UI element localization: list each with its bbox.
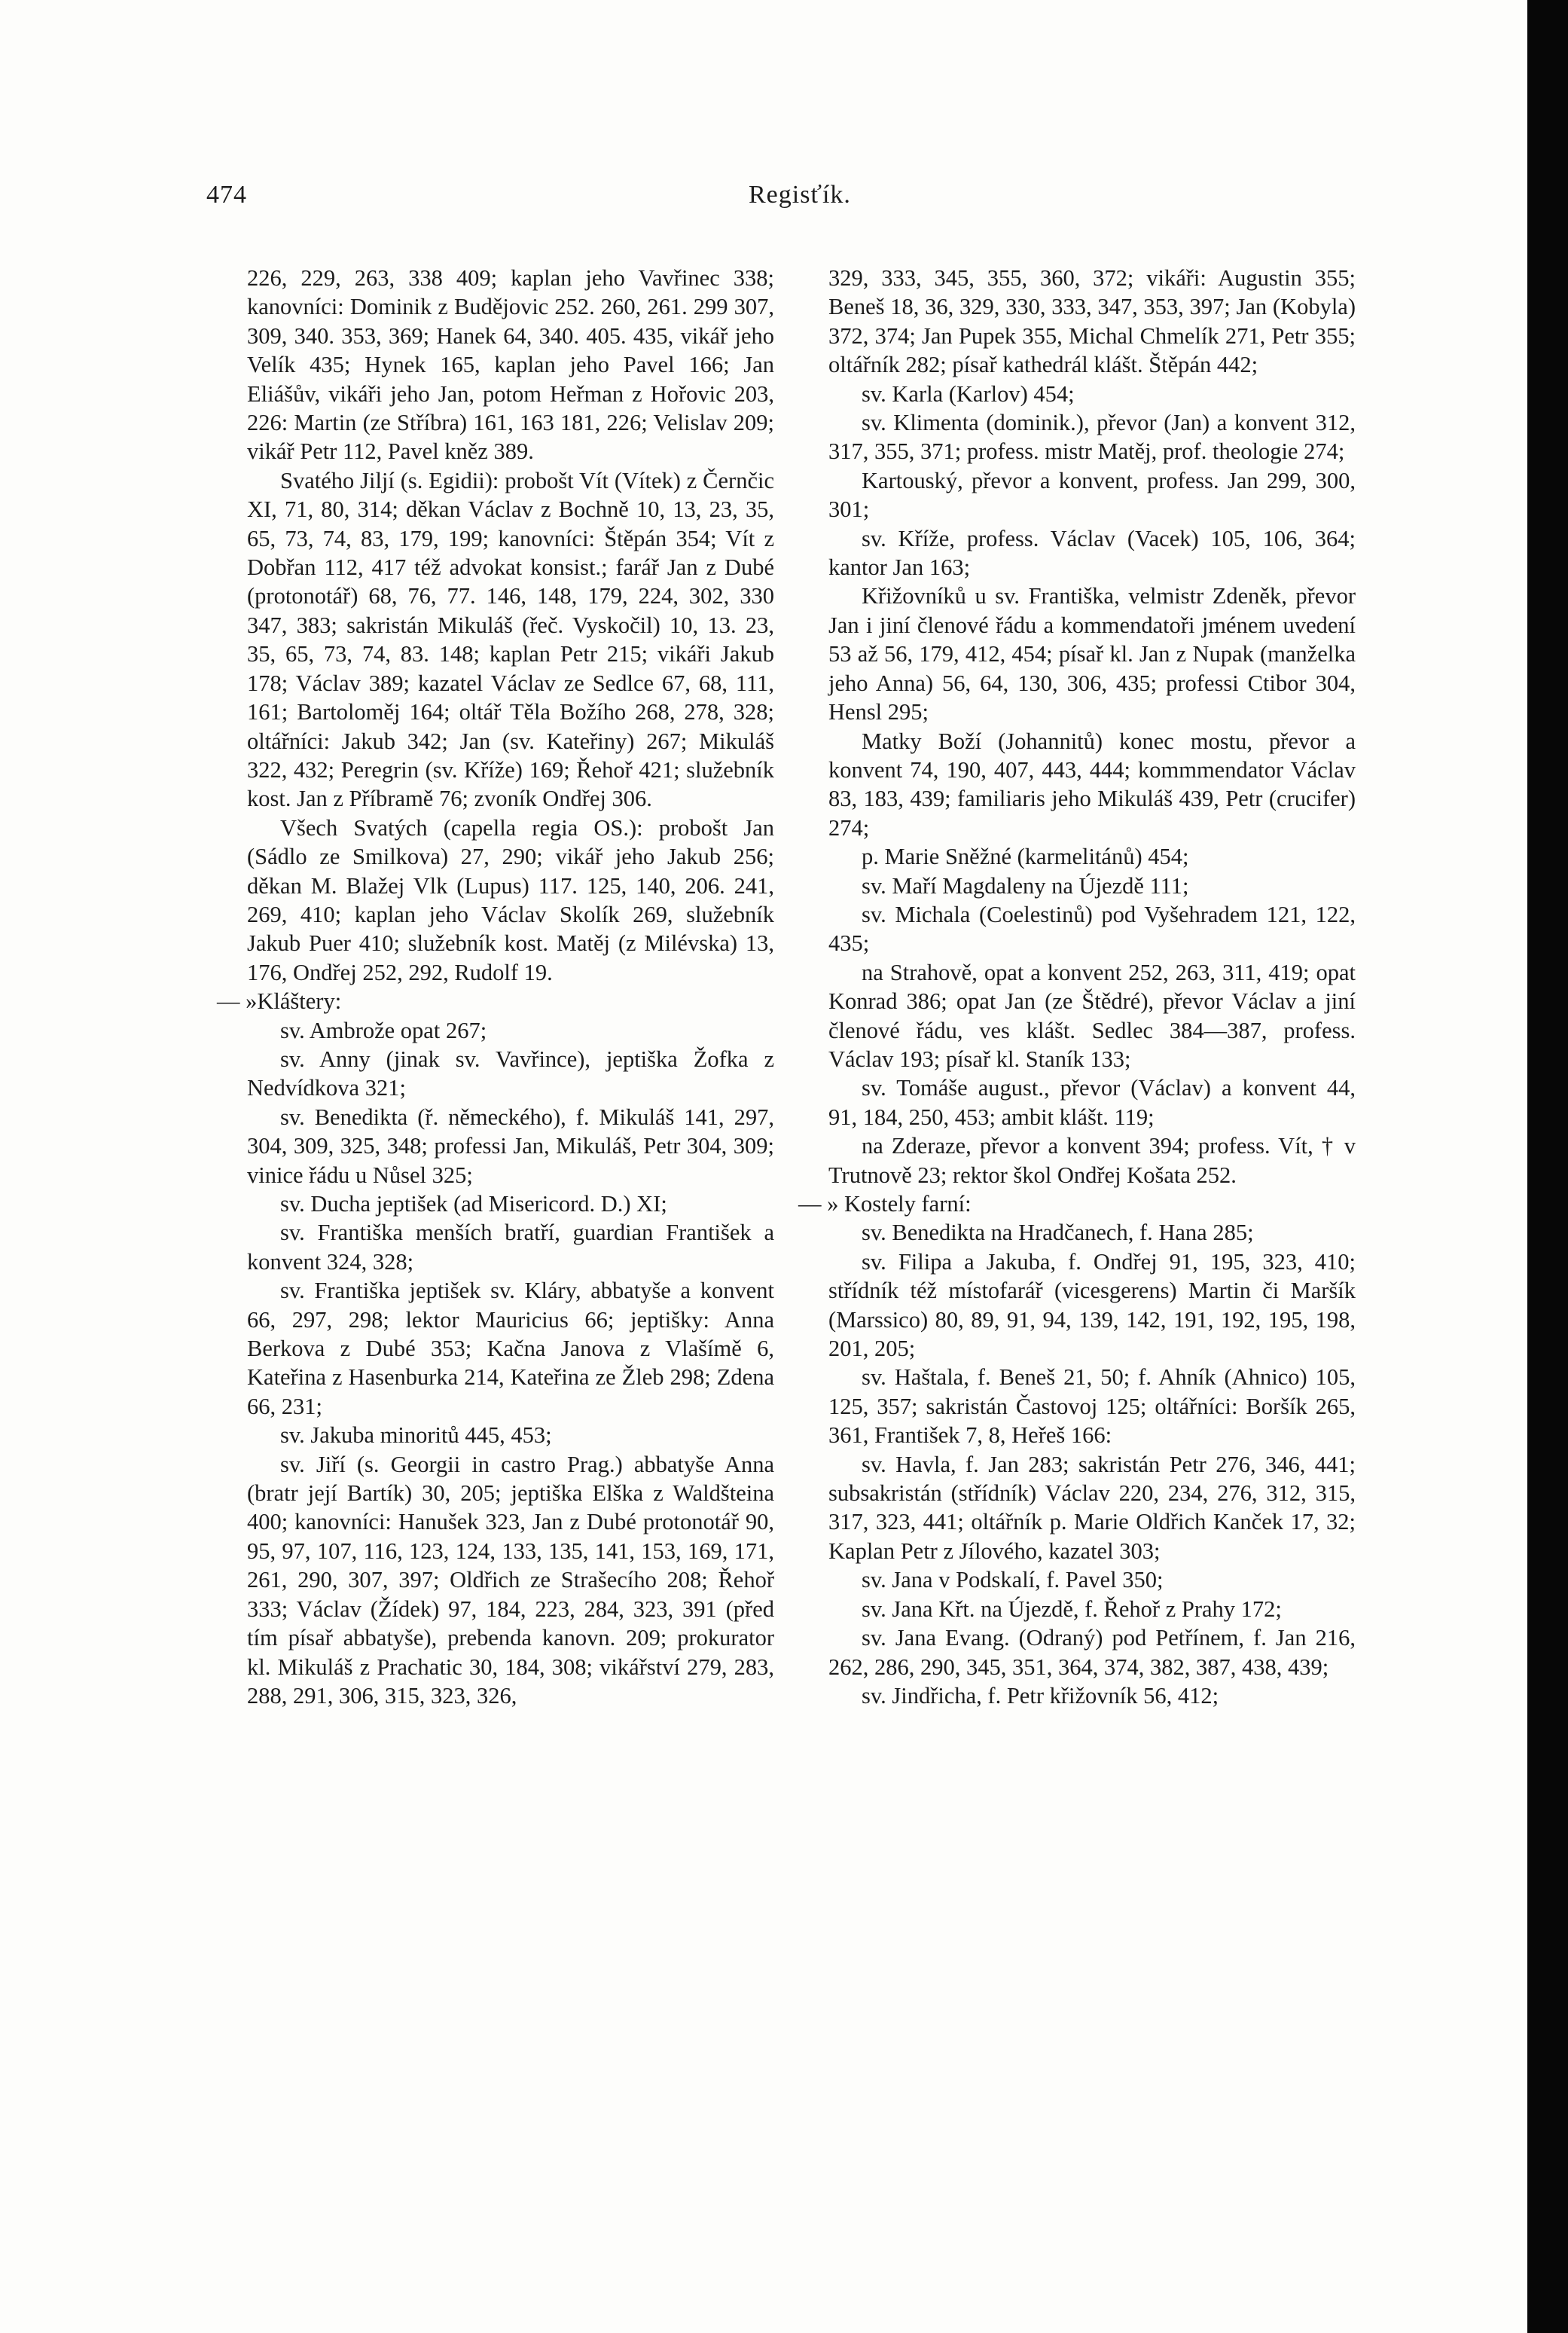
register-entry: sv. Jakuba minoritů 445, 453; <box>280 1422 552 1449</box>
register-entry: Kartouský, převor a konvent, profess. Jan 299, 300, 301; <box>828 467 1356 523</box>
register-entry: na Strahově, opat a konvent 252, 263, 311, 419; opat Konrad 386; opat Jan (ze Štědré), převor Václav a jiní členové řádu, ves klášt. Sedlec 384—387, profess. Václav 193; písař kl. Staník 133; <box>828 959 1356 1072</box>
register-entry: Všech Svatých (capella regia OS.): probošt Jan (Sádlo ze Smilkova) 27, 290; vikář jeho Jakub 256; děkan M. Blažej Vlk (Lupus) 117. 125, 140, 206. 241, 269, 410; kaplan jeho Václav Skolík 269, služebník Jakub Puer 410; služebník kost. Matěj (z Milévska) 13, 176, Ondřej 252, 292, Rudolf 19. <box>247 814 774 985</box>
register-entry: sv. Jindřicha, f. Petr křižovník 56, 412; <box>862 1682 1219 1709</box>
register-entry: sv. Ambrože opat 267; <box>280 1017 487 1043</box>
register-entry: sv. Karla (Karlov) 454; <box>862 380 1075 407</box>
register-entry: Křižovníků u sv. Františka, velmistr Zdeněk, převor Jan i jiní členové řádu a kommendatoři jménem uvedení 53 až 56, 179, 412, 454; písař kl. Jan z Nupak (manželka jeho Anna) 56, 64, 130, 306, 435; professi Ctibor 304, Hensl 295; <box>828 583 1356 725</box>
register-entry: Svatého Jiljí (s. Egidii): probošt Vít (Vítek) z Černčic XI, 71, 80, 314; děkan Václav z Bochně 10, 13, 23, 35, 65, 73, 74, 83, 179, 199; kanovníci: Štěpán 354; Vít z Dobřan 112, 417 též advokat konsist.; farář Jan z Dubé (protonotář) 68, 76, 77. 146, 148, 179, 224, 302, 330 347, 383; sakristán Mikuláš (řeč. Vyskočil) 10, 13. 23, 35, 65, 73, 74, 83. 148; kaplan Petr 215; vikáři Jakub 178; Václav 389; kazatel Václav ze Sedlce 67, 68, 111, 161; Bartoloměj 164; oltář Těla Božího 268, 278, 328; oltářníci: Jakub 342; Jan (sv. Kateřiny) 267; Mikuláš 322, 432; Peregrin (sv. Kříže) 169; Řehoř 421; služebník kost. Jan z Příbramě 76; zvoník Ondřej 306. <box>247 467 774 812</box>
section-heading: — »Kláštery: <box>217 988 342 1015</box>
register-entry: Matky Boží (Johannitů) konec mostu, převor a konvent 74, 190, 407, 443, 444; kommmendator Václav 83, 183, 439; familiaris jeho Mikuláš 439, Petr (crucifer) 274; <box>828 728 1356 841</box>
register-entry: 329, 333, 345, 355, 360, 372; vikáři: Augustin 355; Beneš 18, 36, 329, 330, 333, 347, 353, 397; Jan (Kobyla) 372, 374; Jan Pupek 355, Michal Chmelík 271, Petr 355; oltářník 282; písař kathedrál klášt. Štěpán 442; <box>828 265 1356 378</box>
running-head: Regisťík. <box>749 181 851 209</box>
register-entry: sv. Ducha jeptišek (ad Misericord. D.) XI; <box>280 1191 667 1217</box>
register-entry: 226, 229, 263, 338 409; kaplan jeho Vavřinec 338; kanovníci: Dominik z Budějovic 252. 260, 261. 299 307, 309, 340. 353, 369; Hanek 64, 340. 405. 435, vikář jeho Velík 435; Hynek 165, kaplan jeho Pavel 166; Jan Eliášův, vikáři jeho Jan, potom Heřman z Hořovic 203, 226: Martin (ze Stříbra) 161, 163 181, 226; Velislav 209; vikář Petr 112, Pavel kněz 389. <box>247 265 774 465</box>
register-entry: sv. Tomáše august., převor (Václav) a konvent 44, 91, 184, 250, 453; ambit klášt. 119; <box>828 1075 1356 1130</box>
register-entry: sv. Filipa a Jakuba, f. Ondřej 91, 195, 323, 410; střídník též místofarář (vicesgerens) Martin či Maršík (Marssico) 80, 89, 91, 94, 139, 142, 191, 192, 195, 198, 201, 205; <box>828 1248 1356 1362</box>
register-entry: sv. Jiří (s. Georgii in castro Prag.) abbatyše Anna (bratr její Bartík) 30, 205; jeptiška Elška z Waldšteina 400; kanovníci: Hanušek 323, Jan z Dubé protonotář 90, 95, 97, 107, 116, 123, 124, 133, 135, 141, 153, 169, 171, 261, 290, 307, 397; Oldřich ze Strašecího 208; Řehoř 333; Václav (Žídek) 97, 184, 223, 284, 323, 391 (před tím písař abbatyše), prebenda kanovn. 209; prokurator kl. Mikuláš z Prachatic 30, 184, 308; vikářství 279, 283, 288, 291, 306, 315, 323, 326, <box>247 1451 774 1709</box>
register-entry: sv. Havla, f. Jan 283; sakristán Petr 276, 346, 441; subsakristán (střídník) Václav 220, 234, 276, 312, 315, 317, 323, 441; oltářník p. Marie Oldřich Kanček 17, 32; Kaplan Petr z Jílového, kazatel 303; <box>828 1451 1356 1564</box>
page-number: 474 <box>206 181 247 209</box>
register-entry: sv. Kříže, profess. Václav (Vacek) 105, 106, 364; kantor Jan 163; <box>828 525 1356 581</box>
register-entry: sv. Klimenta (dominik.), převor (Jan) a konvent 312, 317, 355, 371; profess. mistr Matěj, prof. theologie 274; <box>828 410 1356 465</box>
register-entry: sv. Haštala, f. Beneš 21, 50; f. Ahník (Ahnico) 105, 125, 357; sakristán Častovoj 125; oltářníci: Boršík 265, 361, František 7, 8, Heřeš 166: <box>828 1364 1356 1449</box>
register-entry: sv. Anny (jinak sv. Vavřince), jeptiška Žofka z Nedvídkova 321; <box>247 1046 774 1101</box>
register-entry: sv. Jana Evang. (Odraný) pod Petřínem, f. Jan 216, 262, 286, 290, 345, 351, 364, 374, 382, 387, 438, 439; <box>828 1625 1356 1680</box>
register-entry: sv. Františka jeptišek sv. Kláry, abbatyše a konvent 66, 297, 298; lektor Mauricius 66; jeptišky: Anna Berkova z Dubé 353; Kačna Janova z Vlašímě 6, Kateřina z Hasenburka 214, Kateřina ze Žleb 298; Zdena 66, 231; <box>247 1278 774 1419</box>
section-heading: — » Kostely farní: <box>798 1191 972 1217</box>
register-entry: sv. Maří Magdaleny na Újezdě 111; <box>862 872 1189 899</box>
register-entry: p. Marie Sněžné (karmelitánů) 454; <box>862 844 1189 870</box>
left-column <box>217 264 774 1710</box>
register-entry: sv. Jana Křt. na Újezdě, f. Řehoř z Prahy 172; <box>862 1596 1282 1622</box>
register-entry: sv. Michala (Coelestinů) pod Vyšehradem 121, 122, 435; <box>828 901 1356 957</box>
register-entry: sv. Jana v Podskalí, f. Pavel 350; <box>862 1567 1164 1593</box>
right-column <box>798 264 1356 1710</box>
register-entry: sv. Benedikta na Hradčanech, f. Hana 285; <box>862 1220 1254 1246</box>
register-entry: sv. Benedikta (ř. německého), f. Mikuláš 141, 297, 304, 309, 325, 348; professi Jan, Mikuláš, Petr 304, 309; vinice řádu u Nůsel 325; <box>247 1104 774 1188</box>
scan-edge <box>1527 0 1568 2333</box>
register-entry: sv. Františka menších bratří, guardian František a konvent 324, 328; <box>247 1220 774 1275</box>
register-entry: na Zderaze, převor a konvent 394; profess. Vít, † v Trutnově 23; rektor škol Ondřej Košata 252. <box>828 1133 1356 1188</box>
